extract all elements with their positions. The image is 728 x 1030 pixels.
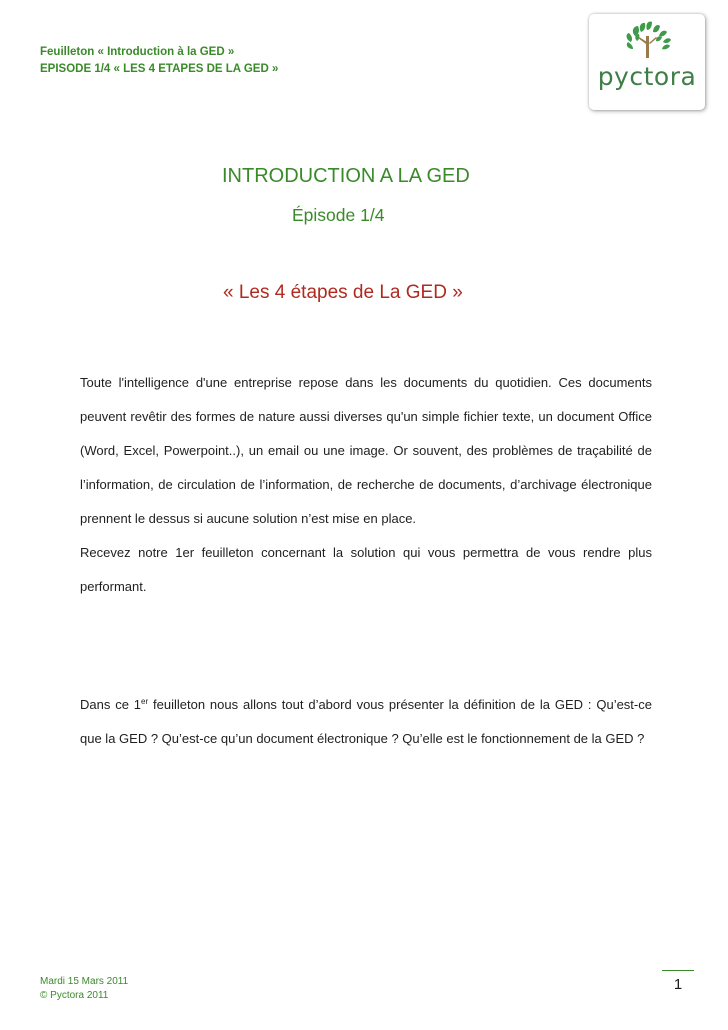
footer-copyright: © Pyctora 2011 (40, 990, 109, 1001)
episode-subtitle: « Les 4 étapes de La GED » (223, 282, 463, 303)
footer-date: Mardi 15 Mars 2011 (40, 976, 129, 987)
logo-wordmark: pyctora (597, 62, 697, 91)
document-footer (40, 975, 128, 1003)
ordinal-superscript: er (141, 697, 149, 706)
page-title: INTRODUCTION A LA GED (222, 165, 470, 187)
page-number-rule (662, 970, 694, 971)
overview-text-start: Dans ce 1 (80, 697, 142, 712)
header-series-title: Feuilleton « Introduction à la GED » (40, 46, 235, 58)
intro-section (80, 366, 652, 604)
overview-paragraph (80, 688, 652, 756)
intro-paragraph: Toute l'intelligence d'une entreprise repose dans les documents du quotidien. Ces documents peuvent revêtir des formes de nature aussi diverses qu'un simple fichier texte, un document Office (Word, Excel, Powerpoint..), un email ou une image. Or souvent, des problèmes de traçabilité de l’information, de circulation de l’information, de recherche de documents, d’archivage électronique prennent le dessus si aucune solution n’est mise en place. (80, 375, 652, 526)
episode-label: Épisode 1/4 (292, 205, 385, 225)
overview-text-end: feuilleton nous allons tout d’abord vous présenter la définition de la GED : Qu’est-ce que la GED ? Qu’est-ce qu’un document électronique ? Qu’elle est le fonctionnement de la GED ? (80, 697, 652, 746)
teaser-paragraph: Recevez notre 1er feuilleton concernant la solution qui vous permettra de vous rendre plus performant. (80, 545, 652, 594)
overview-section (80, 688, 652, 756)
document-header (40, 44, 278, 78)
pyctora-logo (589, 14, 705, 110)
header-episode-title: EPISODE 1/4 « LES 4 ETAPES DE LA GED » (40, 63, 279, 75)
page-number: 1 (673, 976, 683, 993)
